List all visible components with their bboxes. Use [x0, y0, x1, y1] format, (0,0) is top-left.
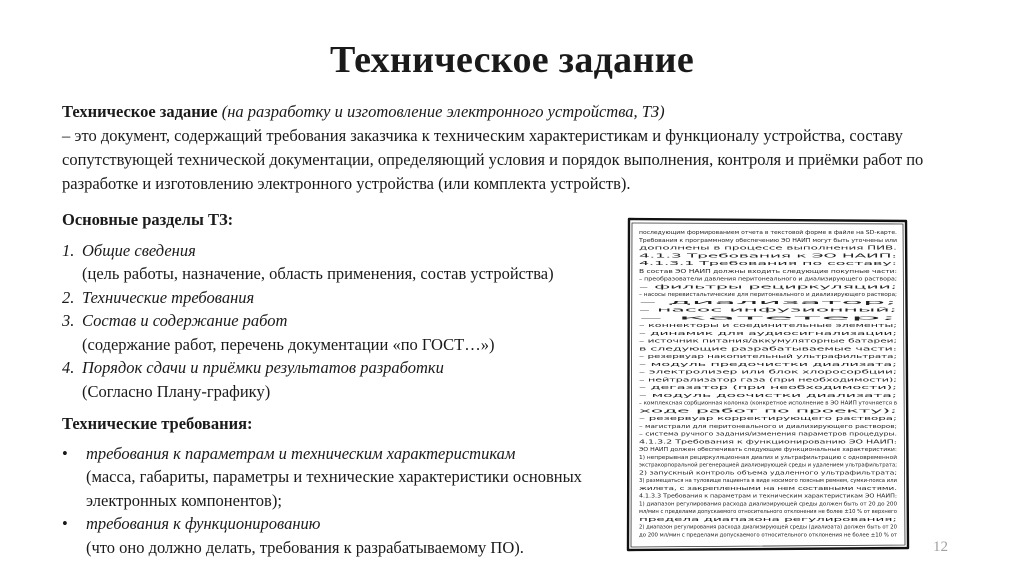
sections-block — [62, 208, 622, 559]
scan-text-line: – электролизер или блок хлоросорбции; — [639, 369, 898, 376]
bullet-item: • требования к функционированию — [62, 514, 321, 533]
list-item: 4. Порядок сдачи и приёмки результатов разработки — [62, 358, 444, 377]
scan-text-line: – резервуар корректирующего раствора; — [639, 416, 898, 422]
list-item: 2. Технические требования — [62, 287, 255, 307]
scan-text-line: – нейтрализатор газа (при необходимости); — [639, 377, 760, 384]
scan-text-line: – коннекторы и соединительные элементы; — [639, 323, 898, 329]
scan-text-line: 4.1.3.2 Требования к функционированию ЭО НАИП: — [639, 439, 898, 446]
scan-text-line: – магистрали для перитонеального и диализирующего растворов; — [639, 423, 898, 430]
scan-text-line: – динамик для аудиосигнализации; — [639, 330, 898, 337]
scan-text-line: – комплексная сорбционная колонка (конкретное исполнение в ЭО НАИП уточняется в — [639, 400, 897, 407]
scan-text-line: – преобразователи давления перитонеального и диализирующего раствора; — [639, 276, 898, 283]
scan-text-line: 4.1.3.3 Требования к параметрам и техническим характеристикам ЭО НАИП: — [639, 493, 898, 500]
scan-text-line: предела диапазона регулирования; — [639, 516, 898, 523]
scan-text-line: до 200 мл/мин с пределами допускаемого относительного отклонения не более ±10 % от — [639, 532, 897, 539]
intro-definition: – это документ, содержащий требования заказчика к техническим характеристикам и функционалу устройства, составу сопутствующей технической документации, определяющий условия и порядок выполнения, контроля и приёмки работ по разработке и изготовлению электронного устройства (или комплекта устройств). — [62, 126, 924, 193]
bullet-detail: (масса, габариты, параметры и технические характеристики основных электронных компонентов); — [86, 467, 582, 510]
sections-heading: Основные разделы ТЗ: — [62, 210, 234, 229]
scan-text-line: – фильтры рециркуляции; — [639, 284, 898, 291]
tech-heading: Технические требования: — [62, 414, 253, 433]
scan-text-line: – модуль доочистки диализата; — [639, 392, 898, 399]
scan-text-line: – дегазатор (при необходимости); — [639, 385, 898, 391]
scan-text-line: 4.1.3.1 Требования по составу: — [639, 261, 898, 267]
scan-text-line: – система ручного задания/изменения параметров процедуры. — [639, 431, 898, 438]
list-item: 3. Состав и содержание работ — [62, 311, 288, 330]
scan-text-line: дополнены в процессе выполнения ПИВ. — [639, 245, 898, 252]
scan-text-line: экстракорпоральной регенерацией диализирующей среды и удалением ультрафильтрата; — [639, 462, 892, 469]
scan-text-line: ЭО НАИП должен обеспечивать следующие функциональные характеристики: — [639, 447, 898, 453]
scan-text-line: – катетер; — [639, 315, 900, 322]
slide-title: Техническое задание — [329, 39, 695, 81]
scan-text-line: 2) запускный контроль объема удаленного ультрафильтрата; — [639, 470, 811, 477]
list-item: 1. Общие сведения — [62, 240, 196, 260]
scan-text-line: – насосы перевистальтические для перитонеального и диализирующего раствора; — [639, 292, 898, 298]
scan-text-line: – диализатор; — [639, 299, 899, 306]
list-item-detail: (содержание работ, перечень документации «по ГОСТ…») — [82, 334, 495, 354]
scan-text-line: последующим формированием отчета в текстовой форме в файле на SD-карте. — [639, 230, 860, 236]
scan-text-line: жилета, с закрепленными на нем составными частями. — [639, 485, 898, 492]
bullet-item: • требования к параметрам и техническим характеристикам — [62, 443, 516, 463]
page-number: 12 — [933, 539, 948, 555]
scan-text-line: 1) непрерывная рециркуляционная диализ и ультрафильтрацию с одновременной — [639, 454, 868, 461]
intro-term: Техническое задание — [62, 102, 218, 121]
scan-text-line: – резервуар накопительный ультрафильтрата; — [639, 354, 769, 360]
list-item-detail: (цель работы, назначение, область применения, состав устройства) — [82, 264, 554, 283]
scan-text-line: 2) диапазон регулирования расхода диализирующей среды (диализата) должен быть от 20 — [639, 524, 894, 531]
document-scan-image — [626, 216, 910, 552]
scan-text-line: в следующие разрабатываемые части: — [639, 346, 898, 353]
scan-text-line: 3) размещаться на туловище пациента в виде носимого поясным ремнем, сумки-пояса или — [639, 478, 897, 484]
intro-paragraph — [62, 100, 962, 196]
scan-text-line: 4.1.3 Требования к ЭО НАИП: — [639, 253, 898, 260]
intro-paren: (на разработку и изготовление электронного устройства, ТЗ) — [221, 102, 665, 121]
scan-text-line: – модуль предочистки диализата; — [639, 361, 898, 368]
scan-text-line: ходе работ по проекту); — [639, 408, 898, 415]
scan-text-line: В состав ЭО НАИП должны входить следующие покупные части: — [639, 268, 898, 275]
scan-text-line: Требования к программному обеспечению ЭО НАИП могут быть уточнены или — [637, 237, 897, 244]
bullet-detail: (что оно должно делать, требования к разрабатываемому ПО). — [86, 537, 524, 557]
scan-text-line: – насос инфузионный; — [639, 307, 700, 314]
scan-text-line: 1) диапазон регулирования расхода диализирующей среды должен быть от 20 до 200 — [639, 501, 879, 508]
scan-text-line: – источник питания/аккумуляторные батареи; — [639, 338, 898, 345]
scan-text-line: мл/мин с пределами допускаемого относительного отклонения не более ±10 % от верхнего — [639, 509, 897, 515]
list-item-detail: (Согласно Плану-графику) — [82, 381, 271, 401]
